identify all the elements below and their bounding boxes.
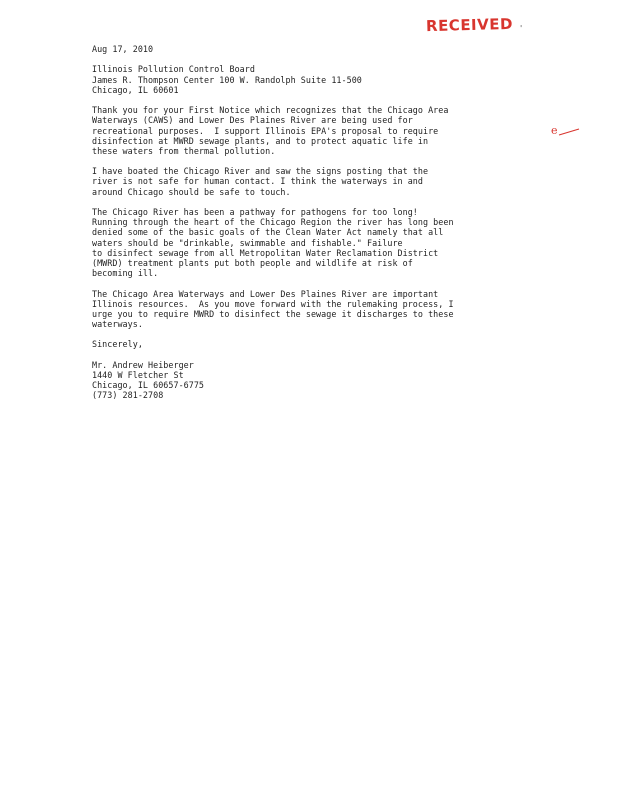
signature-name: Mr. Andrew Heiberger xyxy=(92,359,194,370)
margin-mark-stroke xyxy=(559,129,579,135)
letter-date: Aug 17, 2010 xyxy=(92,44,154,54)
paragraph-3-line: becoming ill. xyxy=(92,268,159,279)
paragraph-3-line: (MWRD) treatment plants put both people and wildlife at risk of xyxy=(92,257,413,268)
recipient-line: James R. Thompson Center 100 W. Randolph Suite 11-500 xyxy=(92,74,362,85)
signature-address: 1440 W Fletcher St xyxy=(92,370,184,380)
paragraph-1-line: disinfection at MWRD sewage plants, and to protect aquatic life in xyxy=(92,135,429,146)
paragraph-2-line: I have boated the Chicago River and saw the signs posting that the xyxy=(92,166,429,177)
paragraph-1-line: recreational purposes. I support Illinois EPA's proposal to require xyxy=(92,125,439,136)
signature-phone: (773) 281-2708 xyxy=(92,390,164,401)
paragraph-3-line: denied some of the basic goals of the Clean Water Act namely that all xyxy=(92,227,444,238)
paragraph-2-line: around Chicago should be safe to touch. xyxy=(92,186,291,197)
paragraph-4-line: urge you to require MWRD to disinfect the sewage it discharges to these xyxy=(92,308,454,319)
signature-city: Chicago, IL 60657-6775 xyxy=(92,380,205,391)
paragraph-2-line: river is not safe for human contact. I think the waterways in and xyxy=(92,176,423,187)
recipient-line: Illinois Pollution Control Board xyxy=(92,64,255,75)
received-stamp: RECEIVED xyxy=(425,14,514,36)
paragraph-4-line: The Chicago Area Waterways and Lower Des Plaines River are important xyxy=(92,288,439,299)
paragraph-3-line: to disinfect sewage from all Metropolitan Water Reclamation District xyxy=(92,247,439,258)
paragraph-1-line: Waterways (CAWS) and Lower Des Plaines River are being used for xyxy=(92,115,413,126)
margin-mark-letter: e xyxy=(551,124,558,137)
paragraph-1-line: Thank you for your First Notice which recognizes that the Chicago Area xyxy=(92,105,449,116)
recipient-line: Chicago, IL 60601 xyxy=(92,84,179,95)
paragraph-1-line: these waters from thermal pollution. xyxy=(92,145,276,156)
letter-closing: Sincerely, xyxy=(92,339,143,350)
paragraph-3-line: Running through the heart of the Chicago Region the river has long been xyxy=(92,217,454,228)
paragraph-4-line: Illinois resources. As you move forward with the rulemaking process, I xyxy=(92,298,454,309)
paragraph-3-line: The Chicago River has been a pathway for pathogens for too long! xyxy=(92,207,418,217)
paragraph-4-line: waterways. xyxy=(92,319,143,330)
stamp-tick-mark: ' xyxy=(520,24,523,33)
margin-handwritten-mark xyxy=(549,123,583,141)
letter-body xyxy=(92,44,492,401)
paragraph-3-line: waters should be "drinkable, swimmable and fishable." Failure xyxy=(92,237,403,248)
